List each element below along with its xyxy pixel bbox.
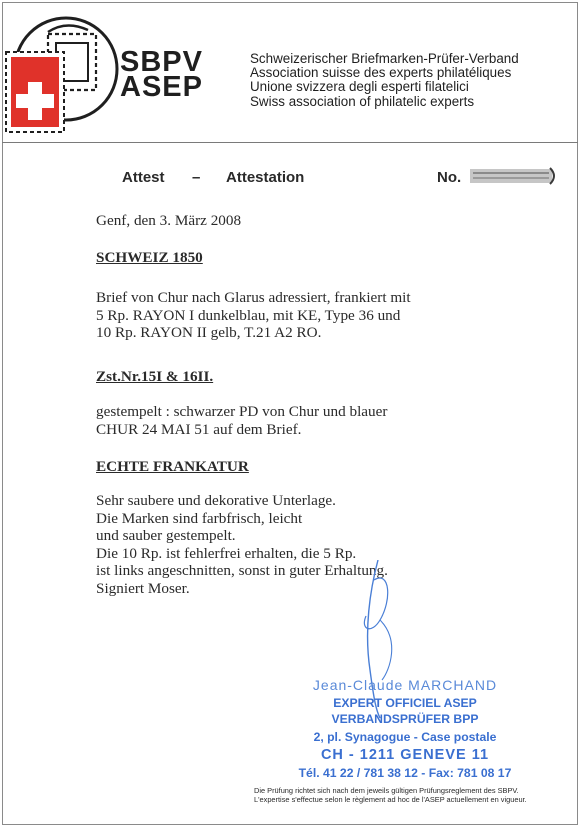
footer-line-fr: L'expertise s'effectue selon le règlement ad hoc de l'ASEP actuellement en vigueur. (254, 795, 527, 804)
expert-city: CH - 1211 GENEVE 11 (320, 747, 490, 763)
association-names (250, 52, 519, 109)
redacted-number (470, 166, 560, 186)
expert-stamp (280, 677, 530, 781)
attestation-label: Attestation (226, 169, 305, 186)
condition-line: Sehr saubere und dekorative Unterlage. (96, 492, 336, 509)
brand-sbpv: SBPV (120, 46, 203, 78)
heading-schweiz: SCHWEIZ 1850 (96, 249, 203, 266)
expert-phone: Tél. 41 22 / 781 38 12 - Fax: 781 08 17 (298, 766, 512, 780)
attest-label: Attest (122, 169, 165, 186)
swiss-cross-stamp-logo-icon (4, 12, 122, 134)
place-date: Genf, den 3. März 2008 (96, 212, 242, 229)
condition-line: Die 10 Rp. ist fehlerfrei erhalten, die 5 Rp. (96, 544, 357, 562)
brand-asep: ASEP (120, 71, 203, 103)
condition-line: Die Marken sind farbfrisch, leicht (96, 509, 303, 527)
association-name-en: Swiss association of philatelic experts (250, 93, 475, 109)
footer-note (254, 786, 527, 804)
cancellation-line: CHUR 24 MAI 51 auf dem Brief. (96, 420, 302, 438)
expert-title: EXPERT OFFICIEL ASEP (333, 696, 477, 710)
expert-name: Jean-Claude MARCHAND (312, 677, 498, 693)
expert-bpp: VERBANDSPRÜFER BPP (331, 712, 479, 726)
heading-echte-frankatur: ECHTE FRANKATUR (96, 458, 249, 475)
expert-address: 2, pl. Synagogue - Case postale (313, 730, 497, 744)
association-name-it: Unione svizzera degli esperti filatelici (250, 79, 469, 95)
cancellation-line: gestempelt : schwarzer PD von Chur und blauer (96, 403, 388, 420)
description-paragraph (96, 289, 411, 342)
cancellation-paragraph (96, 403, 387, 438)
header-divider (2, 142, 578, 143)
association-name-de: Schweizerischer Briefmarken-Prüfer-Verband (250, 51, 519, 66)
footer-line-de: Die Prüfung richtet sich nach dem jeweils gültigen Prüfungsreglement des SBPV. (254, 786, 519, 795)
description-line: 10 Rp. RAYON II gelb, T.21 A2 RO. (96, 324, 322, 342)
condition-line: und sauber gestempelt. (96, 527, 236, 545)
heading-catalogue-number: Zst.Nr.15I & 16II. (96, 368, 214, 385)
condition-line: Signiert Moser. (96, 579, 190, 597)
condition-line: ist links angeschnitten, sonst in guter Erhaltung. (96, 562, 388, 580)
number-label: No. (437, 169, 462, 186)
attest-dash: – (192, 169, 201, 186)
description-line: 5 Rp. RAYON I dunkelblau, mit KE, Type 36 und (96, 306, 401, 324)
description-line: Brief von Chur nach Glarus adressiert, frankiert mit (96, 289, 411, 306)
association-name-fr: Association suisse des experts philatéliques (250, 65, 512, 81)
brand-name (120, 46, 203, 103)
